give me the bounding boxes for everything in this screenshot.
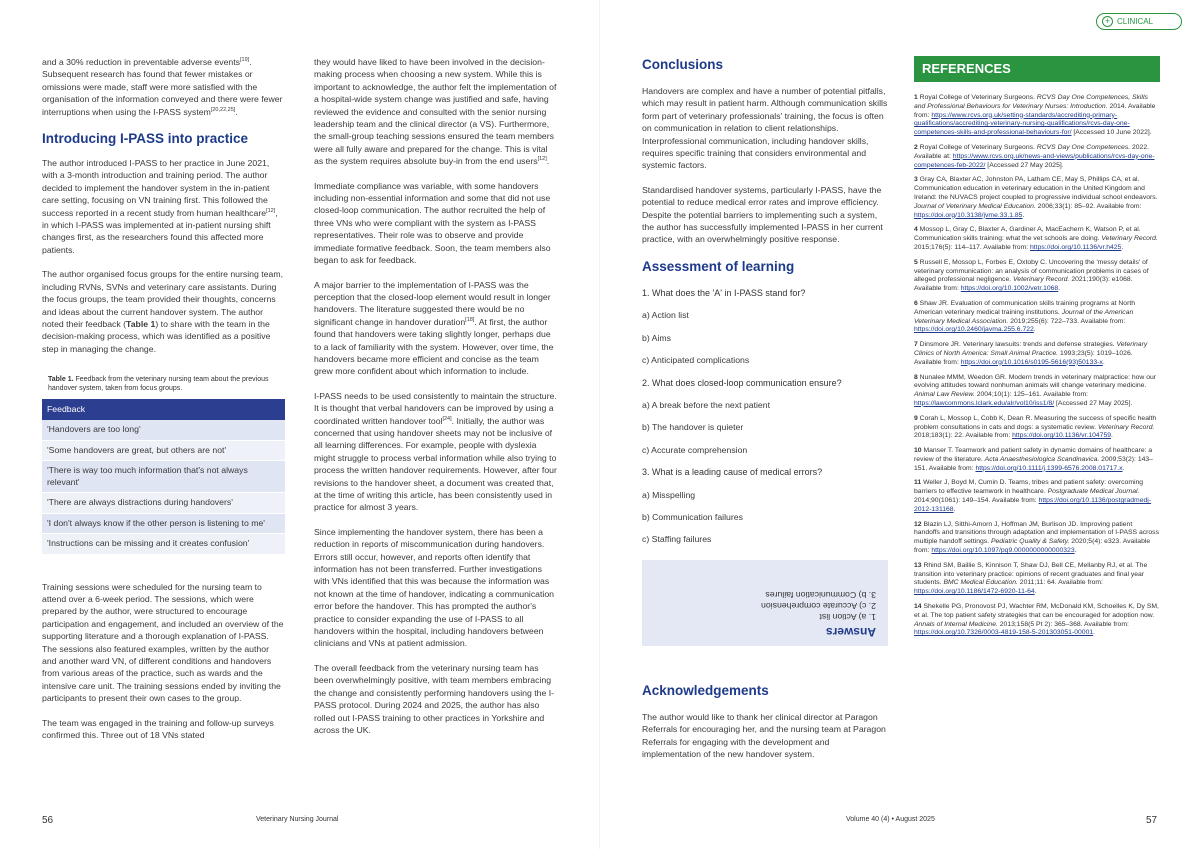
reference-details: 2004;10(1): 125–161. Available from:	[974, 391, 1089, 399]
reference-details: 2006;33(1): 85–92. Available from:	[1035, 202, 1142, 210]
paragraph: Standardised handover systems, particularly I-PASS, have the potential to reduce medical error rates and improve efficiency. Despite the potential barriers to implementing such a system, the author has successfully implemented I-PASS in her current practice, with an overwhelmingly positive response.	[642, 184, 883, 245]
reference-authors: Royal College of Veterinary Surgeons.	[919, 143, 1037, 151]
reference-title: RCVS Day One Competences.	[1036, 143, 1131, 151]
answers-title: Answers	[825, 624, 876, 639]
question-3: 3. What is a leading cause of medical errors?	[642, 467, 823, 478]
question-2: 2. What does closed-loop communication ensure?	[642, 377, 842, 388]
reference-tail: .	[1122, 464, 1125, 472]
reference-tail: .	[1058, 285, 1061, 293]
table-caption: Table 1. Feedback from the veterinary nursing team about the previous handover system, taken from focus groups.	[48, 376, 269, 393]
journal-name: Veterinary Nursing Journal	[256, 816, 339, 823]
reference-authors: Shaw JR. Evaluation of communication skills training programs at North American veterinary medical training institutions.	[914, 299, 1135, 316]
column-3	[642, 56, 888, 772]
section-heading-conclusions: Conclusions	[642, 57, 724, 72]
reference-title: Annals of Internal Medicine.	[914, 620, 998, 628]
paragraph: The overall feedback from the veterinary nursing team has been overwhelmingly positive, with team members embracing the change and consistently performing handovers using the I-PASS protocol. During 2024 and 2025, the author has also rolled out I-PASS training to other practices in Yorkshire and across the UK.	[314, 662, 555, 735]
answer-line: 3. b) Communication failures	[765, 589, 876, 600]
reference-item	[914, 176, 1160, 220]
reference-details: 2019;255(6): 722–733. Available from:	[1008, 317, 1126, 325]
reference-title: Journal of Veterinary Medical Education.	[914, 202, 1036, 210]
paragraph: The team was engaged in the training and follow-up surveys confirmed this. Three out of 18 VNs stated	[42, 717, 274, 741]
reference-tail: .	[1022, 211, 1025, 219]
reference-item	[914, 415, 1160, 441]
reference-tail: [Accessed 27 May 2025].	[1054, 399, 1133, 407]
volume-info: Volume 40 (4) • August 2025	[846, 816, 935, 823]
plus-circle-icon: +	[1102, 16, 1113, 27]
reference-item	[914, 603, 1160, 638]
reference-number: 9	[914, 414, 918, 422]
reference-number: 4	[914, 226, 918, 234]
reference-tail: .	[1074, 547, 1077, 555]
reference-number: 8	[914, 373, 918, 381]
section-heading-acknowledgements: Acknowledgements	[642, 682, 769, 698]
reference-item	[914, 341, 1160, 367]
reference-link[interactable]: https://www.rcvs.org.uk/setting-standards/accrediting-primary-qualifications/accrediting-veterinary-nursing-qualifications/rcvs-day-one-competences-skills-and-professional-behaviours-for/	[914, 111, 1130, 137]
reference-tail: .	[1093, 629, 1096, 637]
answer-option: a) A break before the next patient	[642, 399, 770, 410]
table-row: 'There is way too much information that's not always relevant'	[42, 461, 285, 493]
reference-number: 6	[914, 299, 918, 307]
paragraph: The author would like to thank her clinical director at Paragon Referrals for encouraging her, and the nursing team at Paragon Referrals for engaging with the development and implementation of the new handover system.	[642, 711, 886, 759]
reference-title: BMC Medical Education.	[943, 579, 1018, 587]
reference-details: 2018;183(1): 22. Available from:	[914, 432, 1013, 440]
answer-option: c) Anticipated complications	[642, 355, 750, 366]
reference-tail: .	[953, 505, 956, 513]
reference-tail: .	[1121, 243, 1124, 251]
reference-authors: Nunalee MMM, Weedon GR. Modern trends in veterinary malpractice: how our evolving attitudes toward nonhuman animals will change veterinary medicine.	[914, 373, 1157, 390]
answer-option: b) The handover is quieter	[642, 422, 744, 433]
reference-details: 2015;176(5): 114–117. Available from:	[914, 243, 1031, 251]
answer-option: c) Accurate comprehension	[642, 444, 748, 455]
paragraph: Handovers are complex and have a number of potential pitfalls, which may result in patient harm. Although communication skills form part of veterinary professionals' training, the focus is often on communication in relation to client relationships. Interprofessional communication, including handover skills, requires specific training that considers environmental and systemic factors.	[642, 86, 888, 171]
reference-title: RCVS Day One Competences, Skills and Professional Behaviours for Veterinary Nurses: Introduction.	[914, 94, 1148, 110]
paragraph: Immediate compliance was variable, with some handovers including non-essential information and some that did not use closed-loop communication. The author recruited the help of three VNs who were compliant with the system as I-PASS representatives. Their role was to observe and provide immediate formative feedback. Soon, the team members also began to ask for feedback.	[314, 180, 551, 266]
section-heading-introducing: Introducing I-PASS into practice	[42, 131, 249, 147]
table-row: 'Some handovers are great, but others are not'	[42, 441, 285, 462]
reference-details: 1993;23(5): 1019–1026. Available from:	[914, 349, 1133, 366]
reference-details: 2020;5(4): e323. Available from:	[914, 538, 1151, 555]
reference-tail: .	[1033, 326, 1036, 334]
reference-link[interactable]: https://doi.org/10.1136/vr.h425	[1030, 243, 1122, 251]
reference-authors: Rhind SM, Baillie S, Kinnison T, Shaw DJ, Bell CE, Mellanby RJ, et al. The transition into veterinary practice: opinions of recent graduates and final year students.	[914, 561, 1148, 587]
reference-link[interactable]: https://lawcommons.lclark.edu/alr/vol10/iss1/8/	[914, 399, 1055, 407]
reference-item	[914, 521, 1160, 556]
reference-authors: Corah L, Mossop L, Cobb K, Dean R. Measuring the success of specific health problem consultations in cats and dogs: a systematic review.	[914, 414, 1157, 431]
answer-option: a) Action list	[642, 310, 689, 321]
reference-number: 12	[914, 520, 922, 528]
reference-link[interactable]: https://doi.org/10.1136/postgradmedj-2012-131168	[914, 497, 1152, 513]
reference-link[interactable]: https://doi.org/10.1111/j.1399-6576.2008.01717.x	[975, 464, 1123, 472]
reference-number: 7	[914, 341, 918, 349]
reference-details: 2013;158(5 Pt 2): 365–368. Available from:	[997, 620, 1129, 628]
references-list	[914, 94, 1160, 638]
reference-authors: Russell E, Mossop L, Forbes E, Oxtoby C. Uncovering the 'messy details' of veterinary communication: an analysis of communication problems in cases of alleged professional negligence.	[914, 258, 1149, 284]
reference-number: 13	[914, 561, 922, 569]
paragraph: A major barrier to the implementation of I-PASS was the perception that the closed-loop element would result in longer handovers. The literature suggested there would be no significant change in handover duration[18]. At first, the author found that handovers were taking slightly longer, perhaps due to a lack of familiarity with the system. However, over time, the handovers became more efficient and concise as the team grew more confident about which information to include.	[314, 279, 554, 377]
reference-link[interactable]: https://doi.org/10.3138/jvme.33.1.85	[914, 211, 1023, 219]
reference-authors: Royal College of Veterinary Surgeons.	[919, 94, 1037, 101]
reference-title: Animal Law Review.	[914, 391, 975, 399]
reference-details: 2022. Available at:	[914, 143, 1150, 160]
reference-number: 11	[914, 479, 922, 487]
reference-title: Veterinary Record.	[1013, 276, 1070, 284]
reference-link[interactable]: https://doi.org/10.1002/vetr.1068	[960, 285, 1059, 293]
reference-number: 3	[914, 176, 918, 184]
table-row: 'I don't always know if the other person is listening to me'	[42, 514, 285, 535]
answer-option: b) Aims	[642, 332, 671, 343]
reference-title: Veterinary Record.	[1101, 235, 1158, 243]
paragraph: and a 30% reduction in preventable adverse events[19]. Subsequent research has found that fewer mistakes or omissions were made, staff were more satisfied with the organisation of the information conveyed and there were fewer interruptions when using the I-PASS system[20,22,25].	[42, 57, 283, 117]
paragraph: they would have liked to have been involved in the decision-making process when choosing a new system. While this is important to acknowledge, the author felt the implementation of a hospital-wide system change was justified and safe, having reviewed the evidence and consulted with the senior nursing leadership team and the clinical director (a VS). Furthermore, the small-group teaching sessions ensured the team members were all fully aware and prepared for the change. This is vital as the system requires absolute buy-in from the end users[12].	[314, 57, 557, 167]
reference-title: Postgraduate Medical Journal.	[1047, 488, 1140, 496]
reference-item	[914, 94, 1160, 138]
reference-authors: Dinsmore JR. Veterinary lawsuits: trends and defense strategies.	[919, 341, 1117, 349]
table-row: 'Instructions can be missing and it creates confusion'	[42, 534, 285, 555]
reference-authors: Gray CA, Blaxter AC, Johnston PA, Latham CE, May S, Phillips CA, et al. Communication education in veterinary education in the United Kingdom and Ireland: the NUVACS project coupled to progressive individual school endeavors.	[914, 176, 1158, 201]
paragraph: I-PASS needs to be used consistently to maintain the structure. It is thought that verbal handovers can be improved by using a coordinated written handover tool[24]. Initially, the author was concerned that using handover sheets may not be inclusive of all learning differences. For example, people with dyslexia might struggle to process verbal information while also trying to process the written handover requirements. However, after four revisions to the handover sheet, a document was created that, at the time of writing this article, has been consistently used in practice for almost 3 years.	[314, 390, 557, 513]
reference-item	[914, 300, 1160, 335]
answer-option: a) Misspelling	[642, 489, 696, 500]
reference-link[interactable]: https://doi.org/10.1186/1472-6920-11-64	[914, 588, 1035, 596]
column-1	[42, 56, 285, 754]
reference-details: 2021;190(3): e1068. Available from:	[914, 276, 1133, 293]
reference-link[interactable]: https://www.rcvs.org.uk/news-and-views/publications/rcvs-day-one-competences-feb-2022/	[914, 152, 1155, 169]
reference-item	[914, 226, 1160, 252]
feedback-table	[42, 399, 285, 555]
reference-number: 1	[914, 94, 918, 101]
answers-upside-down	[642, 560, 888, 646]
answer-option: c) Staffing failures	[642, 534, 712, 545]
reference-authors: Manser T. Teamwork and patient safety in dynamic domains of healthcare: a review of the literature.	[914, 447, 1153, 463]
reference-item	[914, 374, 1160, 409]
reference-tail: [Accessed 10 June 2022].	[1071, 129, 1152, 137]
reference-tail: .	[1111, 432, 1113, 440]
reference-title: Veterinary Record.	[1097, 423, 1155, 431]
question-1: 1. What does the 'A' in I-PASS stand for?	[642, 287, 806, 298]
reference-details: 2014;90(1061): 149–154. Available from:	[914, 497, 1039, 505]
reference-authors: Shekelle PG, Pronovost PJ, Wachter RM, McDonald KM, Schoelles K, Dy SM, et al. The top patient safety strategies that can be encouraged for adoption now.	[914, 603, 1159, 619]
reference-details: 2014. Available from:	[914, 102, 1156, 119]
table-header: Feedback	[42, 399, 285, 420]
reference-tail: [Accessed 27 May 2025].	[985, 161, 1064, 169]
reference-item	[914, 479, 1160, 514]
paragraph: Training sessions were scheduled for the nursing team to attend over a 6-week period. The sessions, which were prepared by the author, were structured to encourage participation and engagement, and included an overview of the supporting literature and a thorough explanation of I-PASS. The sessions also featured examples, written by the author and another ward VN, of different conditions and handovers from various areas of the practice, such as wards and the intensive care unit. The training sessions ended by inviting the participants to present their own cases to the group.	[42, 581, 284, 704]
reference-item	[914, 144, 1160, 170]
reference-item	[914, 562, 1160, 597]
paragraph: The author organised focus groups for the entire nursing team, including RVNs, SVNs and veterinary care assistants. During the focus groups, the team provided their thoughts, concerns and ideas about the current handover system. The author noted their feedback (Table 1) to share with the team in the decision-making process, which was identified as a positive step in managing the change.	[42, 269, 283, 354]
reference-number: 2	[914, 143, 918, 151]
reference-link[interactable]: https://doi.org/10.1136/vr.104759	[1012, 432, 1112, 440]
paragraph: Since implementing the handover system, there has been a reduction in reports of miscommunication during handovers. Errors still occur, however, and reports often identify that information has not been transferred. Further investigations with VNs identified that this was because the information was not known at the time of handover, indicating a communication error before the handover. This has prompted the author's practice to consider expanding the use of I-PASS to all handovers within the hospital, including handovers between clinicians and VNs at patient admission.	[314, 526, 555, 649]
reference-tail: .	[1102, 358, 1105, 366]
reference-item	[914, 447, 1160, 473]
section-heading-assessment: Assessment of learning	[642, 258, 795, 274]
table-row: 'There are always distractions during handovers'	[42, 493, 285, 514]
reference-details: 2011;11: 64. Available from:	[1017, 579, 1103, 587]
table-row: 'Handovers are too long'	[42, 420, 285, 441]
reference-authors: Mossop L, Gray C, Blaxter A, Gardiner A, MacEachern K, Watson P, et al. Communication skills training: what the vet schools are doing.	[914, 226, 1141, 243]
reference-link[interactable]: https://doi.org/10.7326/0003-4819-158-5-201303051-00001	[914, 629, 1094, 637]
reference-title: Acta Anaesthesiologica Scandinavica.	[984, 455, 1100, 463]
reference-authors: Blazin LJ, Sitthi-Amorn J, Hoffman JM, Burlison JD. Improving patient handoffs and transitions through adaptation and implementation of I-PASS across multiple handoff settings.	[914, 520, 1159, 546]
reference-number: 14	[914, 603, 922, 611]
references-column	[914, 56, 1160, 644]
answer-line: 2. c) Accurate comprehension	[761, 600, 876, 611]
column-2	[314, 56, 558, 748]
reference-authors: Weller J, Boyd M, Cumin D. Teams, tribes and patient safety: overcoming barriers to effective teamwork in healthcare.	[914, 479, 1144, 496]
page-number-left: 56	[42, 815, 54, 826]
reference-details: 2009;53(2): 143–151. Available from:	[914, 455, 1153, 472]
clinical-badge	[1096, 13, 1182, 30]
reference-link[interactable]: https://doi.org/10.2460/javma.255.6.722	[914, 326, 1034, 334]
answer-line: 1. a) Action list	[819, 611, 876, 622]
reference-tail: .	[1034, 588, 1037, 596]
answer-option: b) Communication failures	[642, 511, 743, 522]
page-number-right: 57	[1146, 815, 1158, 826]
reference-item	[914, 259, 1160, 294]
paragraph: The author introduced I-PASS to her practice in June 2021, with a 3-month introduction and training period. The author decided to implement the handover system in the in-patient care setting, focusing on VN training first. This followed the success reported in a recent study from human healthcare[12], in which I-PASS was implemented at in-patient nursing shift changes first, as the researchers found this affected more patients.	[42, 158, 278, 255]
reference-title: Veterinary Clinics of North America: Small Animal Practice.	[914, 341, 1148, 357]
reference-number: 5	[914, 258, 918, 266]
answers-box	[642, 560, 888, 646]
page-gutter	[599, 0, 600, 849]
reference-title: Journal of the American Veterinary Medical Association.	[914, 308, 1134, 325]
reference-link[interactable]: https://doi.org/10.1097/pq9.0000000000000323	[931, 547, 1075, 555]
reference-title: Pediatric Quality & Safety.	[990, 538, 1070, 546]
reference-number: 10	[914, 447, 922, 455]
badge-label: CLINICAL	[1117, 17, 1154, 26]
references-heading: REFERENCES	[914, 56, 1160, 82]
reference-link[interactable]: https://doi.org/10.1016/s0195-5616(93)50133-x	[960, 358, 1103, 366]
